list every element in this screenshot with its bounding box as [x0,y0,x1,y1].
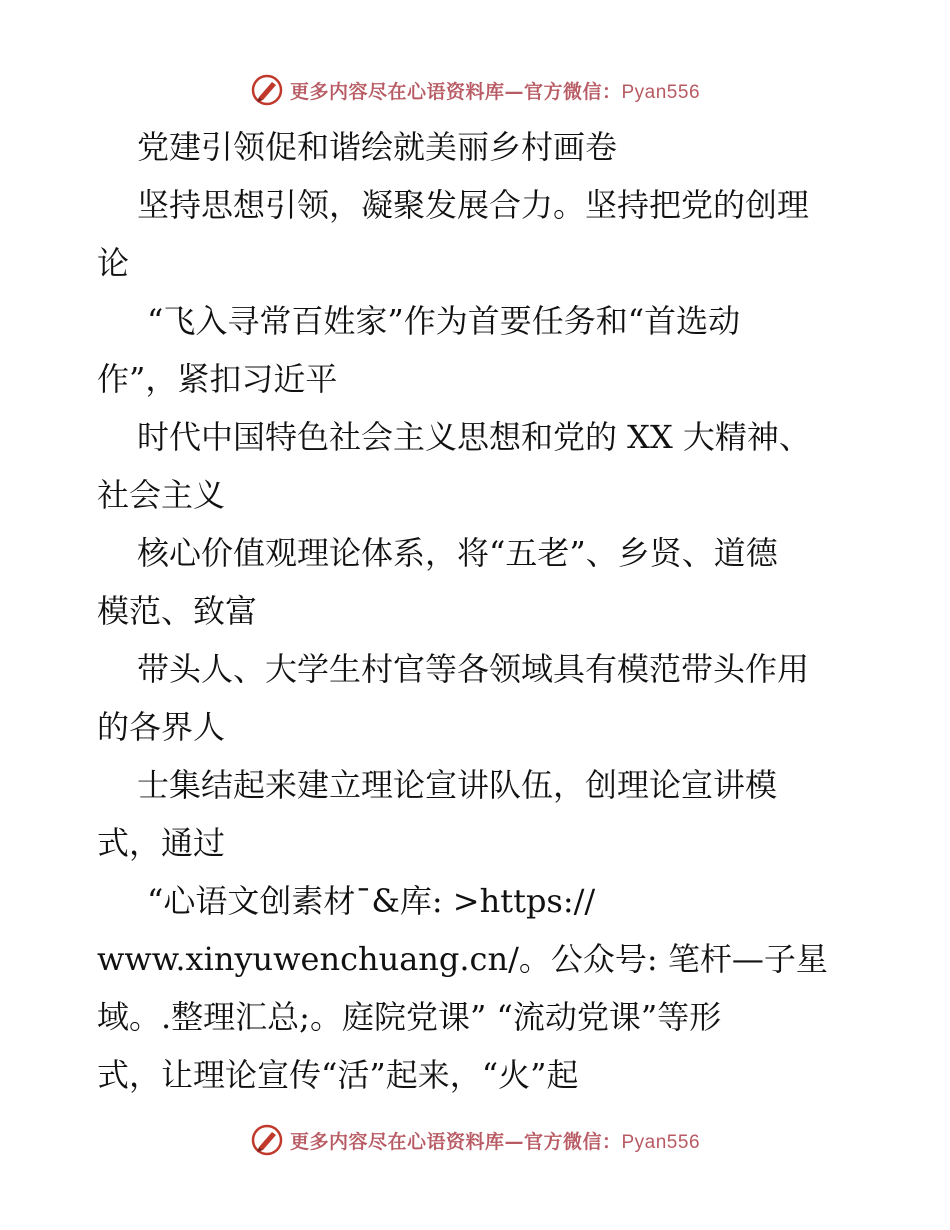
document-body [97,118,867,1104]
paragraph-line: “心语文创素材¯&库: >https:// [147,882,596,920]
paragraph-line: 时代中国特色社会主义思想和党的 XX 大精神、 [137,418,811,456]
paragraph-line: 带头人、大学生村官等各领域具有模范带头作用 [137,650,810,688]
paragraph-line: 模范、致富 [97,592,258,630]
pen-logo-icon [250,1123,284,1157]
watermark-brand: 更多内容尽在心语资料库 [289,80,505,103]
header-watermark [0,70,950,110]
paragraph-line: www.xinyuwenchuang.cn/。公众号: 笔杆—子星 [97,940,828,978]
watermark-separator: —官方微信： [504,1130,622,1153]
document-title: 党建引领促和谐绘就美丽乡村画卷 [137,128,618,166]
paragraph-line: 社会主义 [97,476,226,514]
paragraph-line: 域。.整理汇总;。庭院党课” “流动党课”等形 [97,998,722,1036]
paragraph-line: 士集结起来建立理论宣讲队伍，创理论宣讲模 [137,766,778,804]
paragraph-line: 核心价值观理论体系，将“五老”、乡贤、道德 [137,534,778,572]
paragraph-line: 论 [97,244,130,282]
watermark-handle: Pyan556 [621,1131,701,1153]
paragraph-line: 作”，紧扣习近平 [97,360,338,398]
watermark-separator: —官方微信： [504,80,622,103]
paragraph-line: 坚持思想引领，凝聚发展合力。坚持把党的创理 [137,186,810,224]
paragraph-line: 式，让理论宣传“活”起来，“火”起 [97,1056,579,1094]
pen-logo-icon [250,73,284,107]
watermark-handle: Pyan556 [621,81,701,103]
paragraph-line: 的各界人 [97,708,226,746]
paragraph-line: “飞入寻常百姓家”作为首要任务和“首选动 [147,302,741,340]
footer-watermark [0,1120,950,1160]
watermark-text [290,1127,700,1154]
paragraph-line: 式，通过 [97,824,226,862]
watermark-text [290,77,700,104]
watermark-brand: 更多内容尽在心语资料库 [289,1130,505,1153]
